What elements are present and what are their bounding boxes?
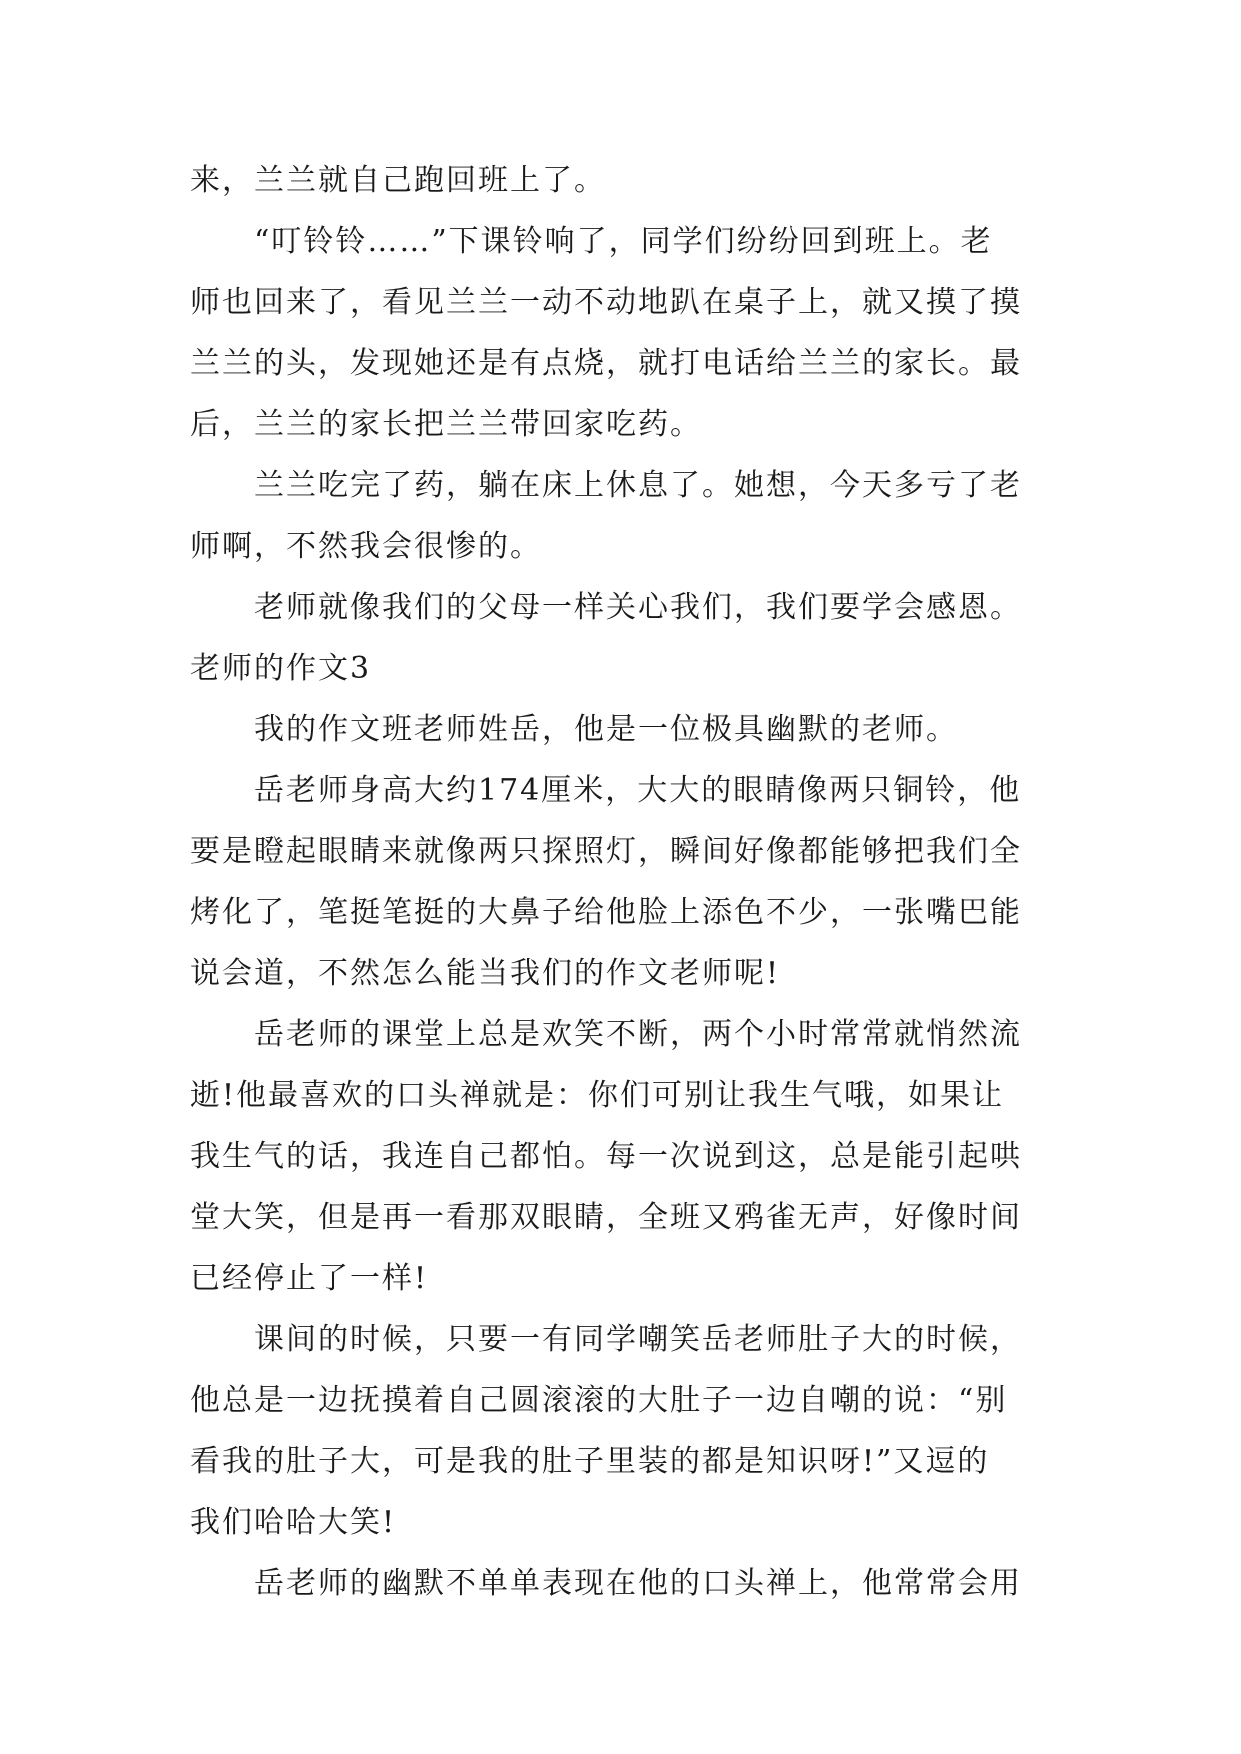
text-line: 看我的肚子大，可是我的肚子里装的都是知识呀!”又逗的 bbox=[190, 1444, 990, 1479]
document-body bbox=[190, 150, 1050, 1614]
text-line: 岳老师的课堂上总是欢笑不断，两个小时常常就悄然流 bbox=[254, 1017, 1022, 1052]
text-line: 兰兰吃完了药，躺在床上休息了。她想，今天多亏了老 bbox=[254, 468, 1022, 503]
text-line: 我生气的话，我连自己都怕。每一次说到这，总是能引起哄 bbox=[190, 1139, 1022, 1174]
text-line: 他总是一边抚摸着自己圆滚滚的大肚子一边自嘲的说：“别 bbox=[190, 1383, 1008, 1418]
text-line: 后，兰兰的家长把兰兰带回家吃药。 bbox=[190, 407, 702, 442]
text-line: 我的作文班老师姓岳，他是一位极具幽默的老师。 bbox=[254, 712, 958, 747]
text-line: 老师就像我们的父母一样关心我们，我们要学会感恩。 bbox=[254, 590, 1022, 625]
text-line: 兰兰的头，发现她还是有点烧，就打电话给兰兰的家长。最 bbox=[190, 346, 1022, 381]
text-line: 岳老师的幽默不单单表现在他的口头禅上，他常常会用 bbox=[254, 1566, 1022, 1601]
section-heading: 老师的作文3 bbox=[190, 651, 372, 686]
text-line: 堂大笑，但是再一看那双眼睛，全班又鸦雀无声，好像时间 bbox=[190, 1200, 1022, 1235]
text-line: 我们哈哈大笑! bbox=[190, 1505, 397, 1540]
text-line: 来，兰兰就自己跑回班上了。 bbox=[190, 163, 606, 198]
text-line: 课间的时候，只要一有同学嘲笑岳老师肚子大的时候， bbox=[254, 1322, 1022, 1357]
text-line: “叮铃铃……”下课铃响了，同学们纷纷回到班上。老 bbox=[254, 224, 993, 259]
text-line: 师也回来了，看见兰兰一动不动地趴在桌子上，就又摸了摸 bbox=[190, 285, 1022, 320]
text-line: 烤化了，笔挺笔挺的大鼻子给他脸上添色不少，一张嘴巴能 bbox=[190, 895, 1022, 930]
text-line: 说会道，不然怎么能当我们的作文老师呢! bbox=[190, 956, 781, 991]
text-line: 逝!他最喜欢的口头禅就是：你们可别让我生气哦，如果让 bbox=[190, 1078, 1005, 1113]
text-line: 岳老师身高大约174厘米，大大的眼睛像两只铜铃，他 bbox=[254, 773, 1022, 808]
text-line: 要是瞪起眼睛来就像两只探照灯，瞬间好像都能够把我们全 bbox=[190, 834, 1022, 869]
text-line: 已经停止了一样! bbox=[190, 1261, 429, 1296]
text-line: 师啊，不然我会很惨的。 bbox=[190, 529, 542, 564]
